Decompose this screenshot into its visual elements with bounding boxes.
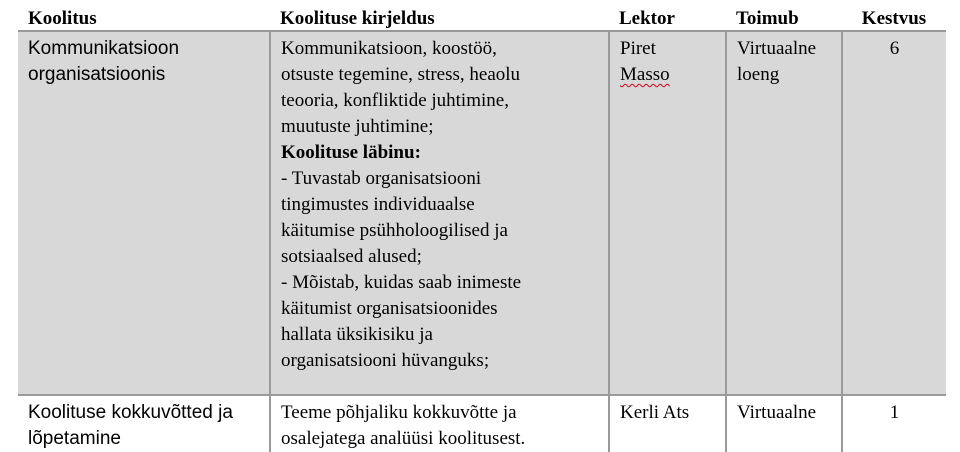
lecturer-first-name: Piret bbox=[620, 38, 656, 59]
outcome-line: organisatsiooni hüvanguks; bbox=[281, 350, 490, 371]
outcome-line: käitumist organisatsioonides bbox=[281, 298, 498, 319]
course-name-line: Kommunikatsioon bbox=[28, 38, 180, 59]
description-line: Kommunikatsioon, koostöö, bbox=[281, 38, 497, 59]
course-name-cell bbox=[18, 31, 270, 395]
description-line: muutuste juhtimine; bbox=[281, 116, 434, 137]
outcome-line: hallata üksikisiku ja bbox=[281, 324, 433, 345]
outcome-heading: Koolituse läbinu: bbox=[281, 142, 421, 163]
format-cell: Virtuaalne bbox=[726, 395, 842, 452]
header-row bbox=[18, 4, 946, 31]
table-row bbox=[18, 395, 946, 452]
outcome-line: sotsiaalsed alused; bbox=[281, 246, 422, 267]
course-name-line: organisatsioonis bbox=[28, 64, 166, 85]
header-course: Koolitus bbox=[18, 4, 270, 31]
outcome-line: - Tuvastab organisatsiooni bbox=[281, 168, 482, 189]
outcome-line: tingimustes individuaalse bbox=[281, 194, 475, 215]
duration-cell: 6 bbox=[842, 31, 946, 395]
description-line: teooria, konfliktide juhtimine, bbox=[281, 90, 509, 111]
lecturer-cell bbox=[609, 31, 726, 395]
description-cell bbox=[270, 31, 609, 395]
description-line: osalejatega analüüsi koolitusest. bbox=[281, 428, 526, 449]
outcome-line: käitumise psühholoogilised ja bbox=[281, 220, 508, 241]
description-line: Teeme põhjaliku kokkuvõtte ja bbox=[281, 402, 517, 423]
lecturer-cell: Kerli Ats bbox=[609, 395, 726, 452]
course-table bbox=[18, 4, 946, 452]
course-name-line: Koolituse kokkuvõtted ja bbox=[28, 402, 233, 423]
duration-cell: 1 bbox=[842, 395, 946, 452]
format-cell bbox=[726, 31, 842, 395]
format-line: loeng bbox=[737, 64, 780, 85]
header-duration: Kestvus bbox=[842, 4, 946, 31]
header-format: Toimub bbox=[726, 4, 842, 31]
course-name-cell bbox=[18, 395, 270, 452]
description-line: otsuste tegemine, stress, heaolu bbox=[281, 64, 521, 85]
outcome-line: - Mõistab, kuidas saab inimeste bbox=[281, 272, 522, 293]
format-line: Virtuaalne bbox=[737, 38, 817, 59]
table-row bbox=[18, 31, 946, 395]
header-description: Koolituse kirjeldus bbox=[270, 4, 609, 31]
lecturer-last-name[interactable]: Masso bbox=[620, 64, 670, 85]
header-lecturer: Lektor bbox=[609, 4, 726, 31]
description-cell bbox=[270, 395, 609, 452]
course-name-line: lõpetamine bbox=[28, 428, 121, 449]
